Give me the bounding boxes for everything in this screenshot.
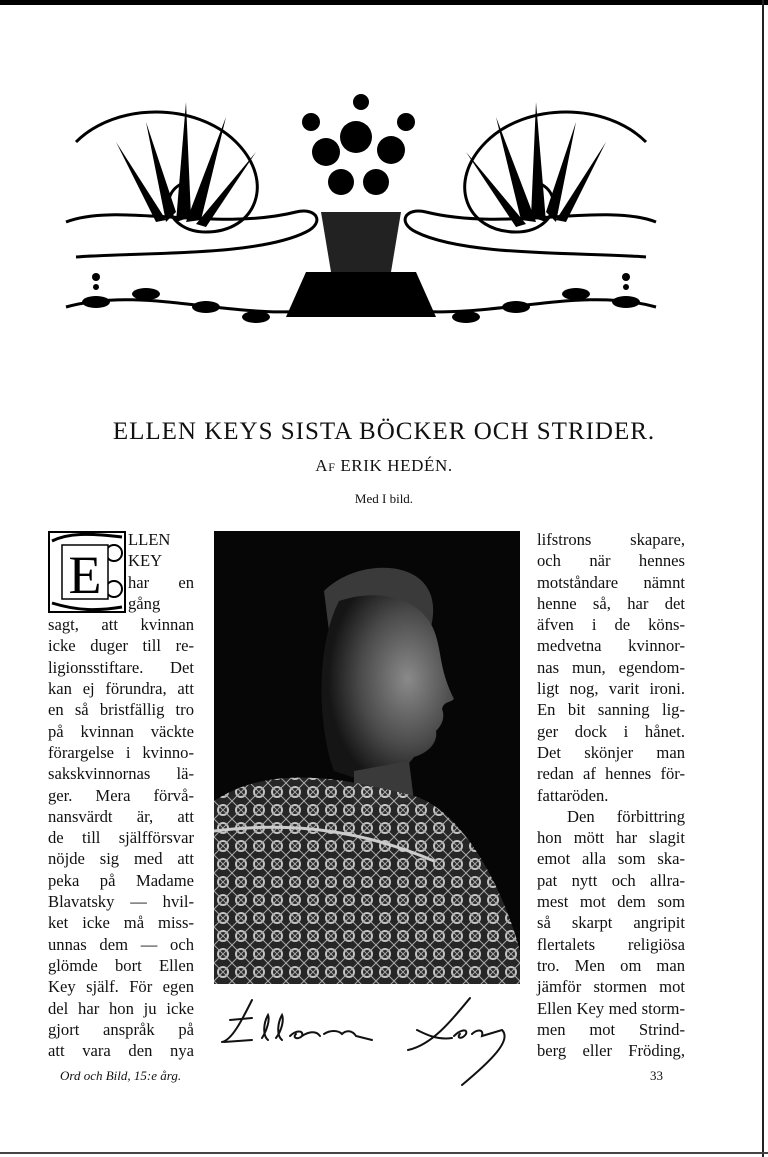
- text-line: gjort anspråk på: [48, 1019, 194, 1039]
- text-line: nansvärdt är, att: [48, 806, 194, 826]
- publication-footer: Ord och Bild, 15:e årg.: [60, 1068, 182, 1083]
- text-line: peka på Madame: [48, 870, 194, 890]
- byline: [0, 456, 768, 476]
- text-line: äfven i de köns-: [537, 615, 685, 635]
- text-line: pat nytt och allra-: [537, 870, 685, 890]
- text-line: hon mött har slagit: [537, 828, 685, 848]
- text-line: tro. Men om man: [537, 955, 685, 975]
- text-line: emot alla som ska-: [537, 849, 685, 869]
- text-line: har en: [128, 572, 194, 592]
- text-line: Den förbittring: [567, 806, 685, 826]
- text-line: ger. Mera förvå-: [48, 785, 194, 805]
- portrait-illustration: [214, 531, 520, 984]
- drop-cap-letter: E: [68, 545, 102, 605]
- text-line: redan af hennes för-: [537, 764, 685, 784]
- page-edge-top: [0, 0, 768, 5]
- text-line: henne så, har det: [537, 593, 685, 613]
- text-line: motståndare nämnt: [537, 572, 685, 592]
- right-column: [537, 529, 685, 1061]
- illustration-note: Med I bild.: [354, 491, 414, 506]
- text-line: LLEN: [128, 530, 171, 549]
- text-line: lifstrons skapare,: [537, 530, 685, 549]
- text-line: nas mun, egendom-: [537, 657, 685, 677]
- page-edge-bottom: [0, 1152, 768, 1154]
- text-line: förargelse i kvinno-: [48, 742, 194, 762]
- text-line: KEY: [128, 551, 163, 571]
- text-line: En bit sanning lig-: [537, 700, 685, 720]
- author-name: ERIK HEDÉN.: [340, 456, 453, 475]
- text-line: gång: [128, 593, 161, 613]
- text-line: men mot Strind-: [537, 1019, 685, 1039]
- text-line: Ellen Key med storm-: [537, 998, 685, 1018]
- left-column: [48, 529, 194, 1061]
- text-line: en så bristfällig tro: [48, 700, 194, 720]
- text-line: nöjde sig med att: [48, 849, 194, 869]
- text-line: så skarpt angripit: [537, 913, 685, 933]
- page-number: 33: [650, 1068, 663, 1083]
- ornamental-headpiece: [56, 82, 666, 340]
- text-line: kan ej förundra, att: [48, 679, 194, 699]
- text-line: och när hennes: [537, 551, 685, 571]
- article-title: ELLEN KEYS SISTA BÖCKER OCH STRIDER.: [112, 418, 656, 445]
- text-line: att vara den nya: [48, 1041, 194, 1061]
- byline-prefix-small: F: [328, 460, 336, 474]
- text-line: Key själf. För egen: [48, 977, 194, 997]
- text-line: unnas dem — och: [48, 934, 194, 954]
- text-line: jämför stormen mot: [537, 977, 685, 997]
- text-line: ligionsstiftare. Det: [48, 657, 194, 677]
- text-line: glömde bort Ellen: [48, 955, 194, 975]
- text-line: del har hon ju icke: [48, 998, 194, 1018]
- text-line: Det skönjer man: [537, 742, 685, 762]
- text-line: ligt nog, varit ironi.: [537, 679, 685, 699]
- text-line: på kvinnan väckte: [48, 721, 194, 741]
- text-line: Blavatsky — hvil-: [48, 892, 194, 912]
- byline-prefix-cap: A: [315, 456, 329, 475]
- text-line: ger dock i hånet.: [537, 721, 685, 741]
- handwritten-signature: [212, 990, 532, 1088]
- text-line: sakskvinnornas lä-: [48, 764, 194, 784]
- text-line: flertalets religiösa: [537, 934, 685, 954]
- page-edge-right: [762, 0, 764, 1157]
- text-line: icke duger till re-: [48, 636, 194, 656]
- text-line: ket icke må miss-: [48, 913, 194, 933]
- portrait-photo: [214, 531, 520, 984]
- text-line: mest mot dem som: [537, 892, 685, 912]
- text-line: medvetna kvinnor-: [537, 636, 685, 656]
- text-line: berg eller Fröding,: [537, 1041, 685, 1061]
- text-line: de till själfförsvar: [48, 828, 194, 848]
- text-line: sagt, att kvinnan: [48, 615, 194, 635]
- text-line: fattaröden.: [537, 785, 609, 805]
